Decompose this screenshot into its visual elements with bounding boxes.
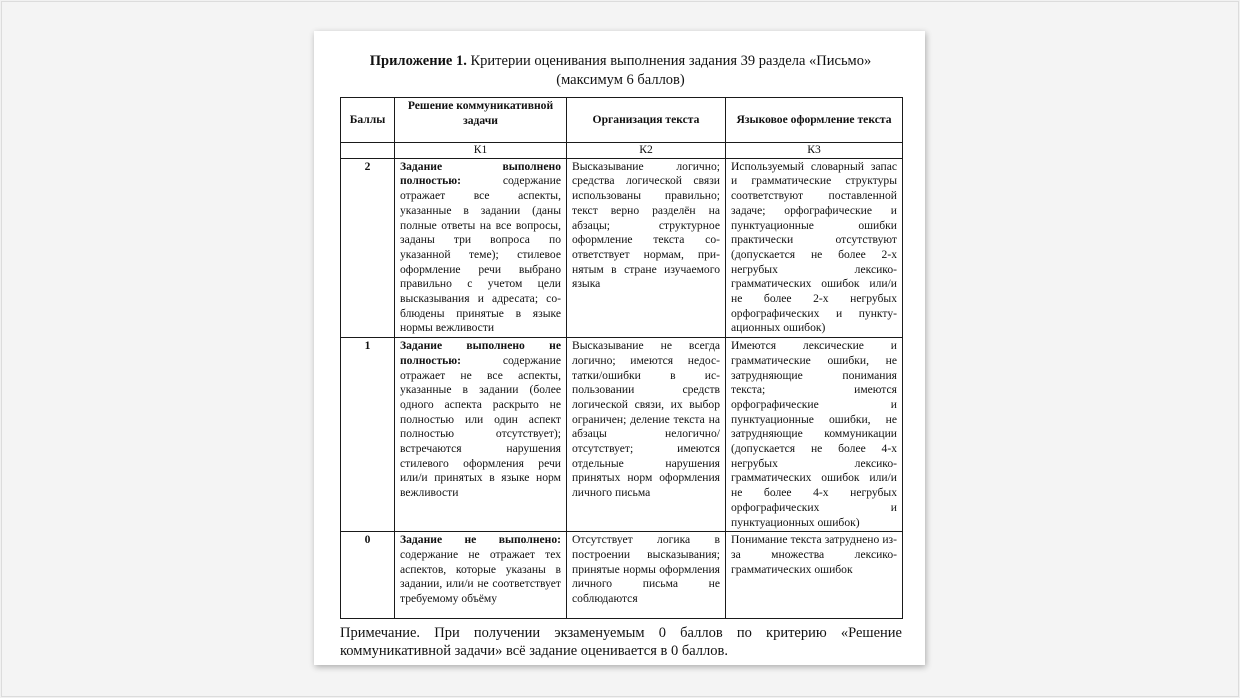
k3-cell: Имеются лексические и грамматические ошибки, не затрудняющие понимания текста; имеются орфографические и пунктуационные ошибки, не затрудняющие коммуникации (допускается не более 4-х негрубых лексико-грамматических ошибок или/и не более 4-х негрубых орфографических и пунктуационных ошибок) [726,338,903,532]
k1-text: содержание не отражает тех аспектов, которые указаны в задании, или/и не соответствует требуемому объёму [400,547,561,606]
table-header-row [341,98,903,143]
header-k1: Решение коммуникативной задачи [395,98,567,143]
table-row [341,338,903,532]
k3-cell: Понимание текста затруднено из-за множества лексико-грамматических ошибок [726,532,903,619]
k1-text: содержание отражает не все аспекты, указанные в задании (более одного аспекта раскрыто не полностью или один аспект полностью отсутствует); встречаются нарушения стилевого оформления речи или/и принятых в языке норм вежливости [400,353,561,500]
k2-cell: Высказывание логично; средства логической связи использованы правильно; текст верно разделён на абзацы; структурное оформление текста соответствует нормам, принятым в стране изучаемого языка [567,158,726,337]
table-codes-row [341,143,903,159]
document-page [314,31,925,665]
criteria-table [340,97,903,619]
score-cell: 1 [341,338,395,532]
score-cell: 2 [341,158,395,337]
title-text: Критерии оценивания выполнения задания 39 раздела «Письмо» (максимум 6 баллов) [470,53,872,88]
header-k3: Языковое оформление текста [726,98,903,143]
k1-lead: Задание не выполнено: [400,533,561,547]
k1-cell [395,158,567,337]
page-title [340,52,901,90]
footnote: Примечание. При получении экзаменуемым 0 баллов по критерию «Решение коммуникативной задачи» всё задание оценивается в 0 баллов. [340,625,902,659]
table-row [341,158,903,337]
k1-cell [395,532,567,619]
score-cell: 0 [341,532,395,619]
k1-lead: Задание выполнено полностью: [400,159,561,188]
header-score: Баллы [341,98,395,143]
code-k2: К2 [567,143,726,159]
k1-cell [395,338,567,532]
k2-cell: Отсутствует логика в построении высказывания; принятые нормы оформления личного письма не соблюдаются [567,532,726,619]
title-appendix-label: Приложение 1. [369,53,467,69]
code-k3: К3 [726,143,903,159]
k1-text: содержание отражает все аспекты, указанные в задании (даны полные ответы на все вопросы, заданы три вопроса по указанной теме); стилевое оформление речи выбрано правильно с учетом цели высказывания и адресата; соблюдены принятые в языке нормы вежливости [400,174,561,335]
code-empty [341,143,395,159]
k1-lead: Задание выполнено не полностью: [400,339,561,367]
k3-cell: Используемый словарный запас и грамматические структуры соответствуют поставленной задаче; орфографические и пунктуационные ошибки практически отсутствуют (допускается не более 2-х негрубых лексико-грамматических ошибок или/и не более 2-х негрубых орфографических и пунктуационных ошибок) [726,158,903,337]
table-row [341,532,903,619]
code-k1: К1 [395,143,567,159]
k2-cell: Высказывание не всегда логично; имеются недостатки/ошибки в использовании средств логической связи, их выбор ограничен; деление текста на абзацы нелогично/отсутствует; имеются отдельные нарушения принятых норм оформления личного письма [567,338,726,532]
header-k2: Организация текста [567,98,726,143]
